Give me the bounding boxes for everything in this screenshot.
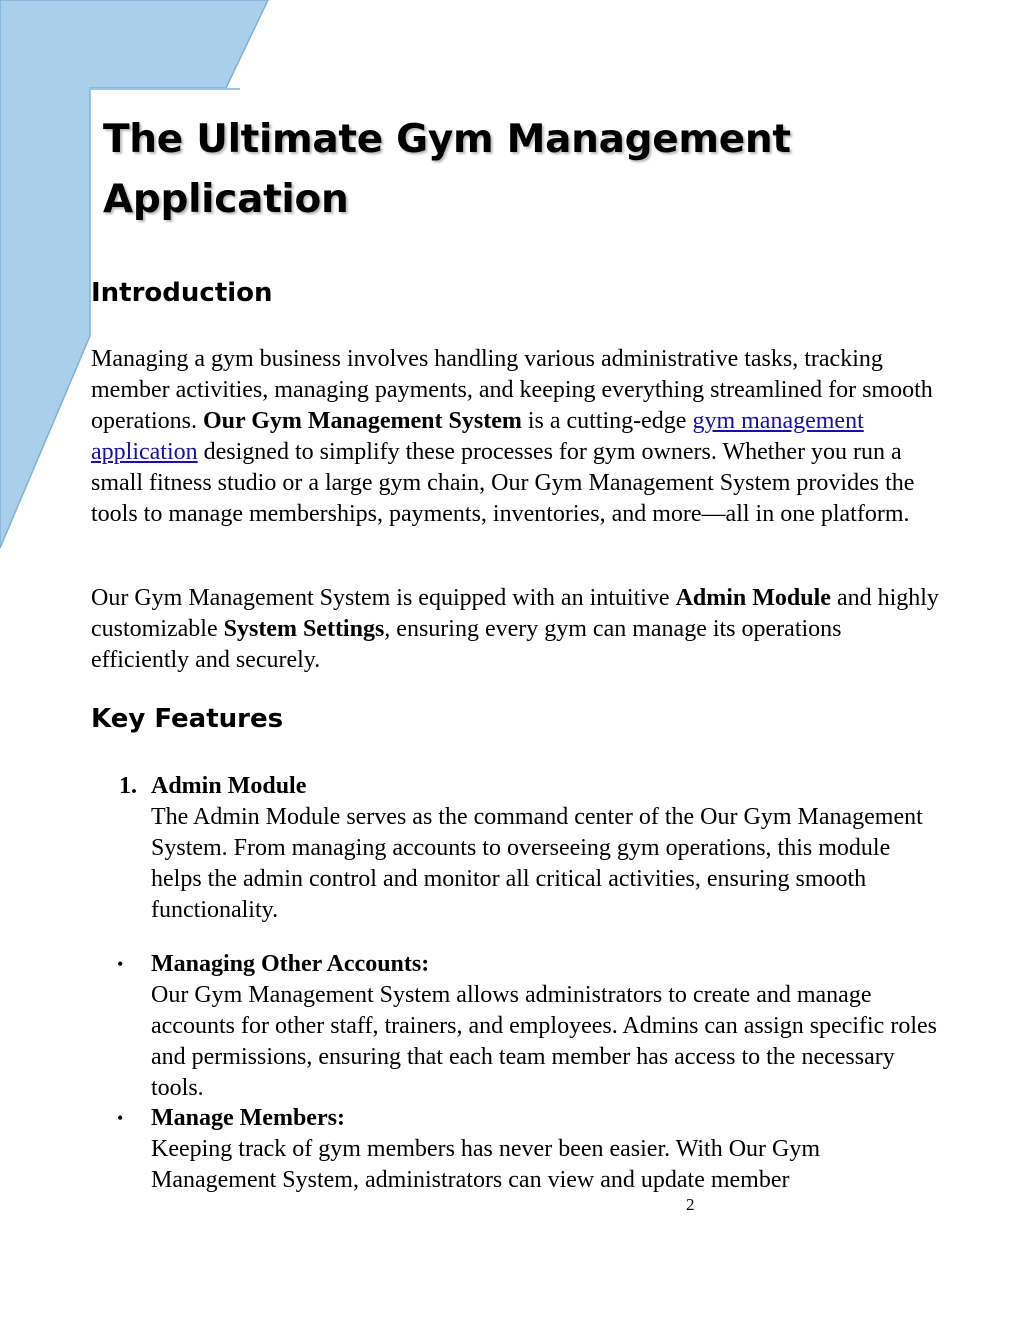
intro-text-a: Managing a gym business involves handling various administrative tasks, tracking member activities, managing payments, and keeping everything streamlined for smooth operations. [91, 346, 933, 434]
para2-bold-admin-module: Admin Module [675, 585, 831, 611]
intro-bold-system: Our Gym Management System [202, 408, 522, 434]
list-item-title: Admin Module [151, 773, 307, 799]
para2-text-b: and highly customizable [91, 585, 939, 642]
bullet-item-title: Managing Other Accounts: [151, 951, 430, 977]
bullet-item-description: Our Gym Management System allows administrators to create and manage accounts for other staff, trainers, and employees. Admins can assign specific roles and permissions, ensuring that each team member has access to the necessary tools. [151, 982, 937, 1101]
key-features-heading: Key Features [91, 704, 284, 734]
para2-text-a: Our Gym Management System is equipped with an intuitive [91, 585, 676, 611]
page-number: 2 [686, 1195, 695, 1214]
intro-paragraph [91, 344, 939, 530]
document-title: The Ultimate Gym Management Application [103, 117, 791, 222]
bullet-list-item [117, 1103, 941, 1196]
para2-bold-system-settings: System Settings [223, 616, 385, 642]
bullet-icon: • [117, 1108, 124, 1128]
gym-management-application-link[interactable]: gym management application [91, 408, 864, 465]
intro-text-b: is a cutting-edge [521, 408, 693, 434]
intro-text-c: designed to simplify these processes for gym owners. Whether you run a small fitness studio or a large gym chain, Our Gym Management System provides the tools to manage memberships, payments, inventories, and more—all in one platform. [91, 439, 915, 527]
bullet-item-title: Manage Members: [151, 1105, 345, 1131]
introduction-heading: Introduction [91, 278, 273, 308]
list-number: 1. [119, 773, 137, 799]
admin-settings-paragraph [91, 583, 939, 676]
para2-text-c: , ensuring every gym can manage its operations efficiently and securely. [91, 616, 842, 673]
bullet-icon: • [117, 954, 124, 974]
bullet-item-description: Keeping track of gym members has never been easier. With Our Gym Management System, administrators can view and update member [151, 1136, 821, 1193]
numbered-list-item [119, 771, 941, 926]
list-item-description: The Admin Module serves as the command center of the Our Gym Management System. From managing accounts to overseeing gym operations, this module helps the admin control and monitor all critical activities, ensuring smooth functionality. [151, 804, 923, 923]
bullet-list-item [117, 949, 941, 1104]
